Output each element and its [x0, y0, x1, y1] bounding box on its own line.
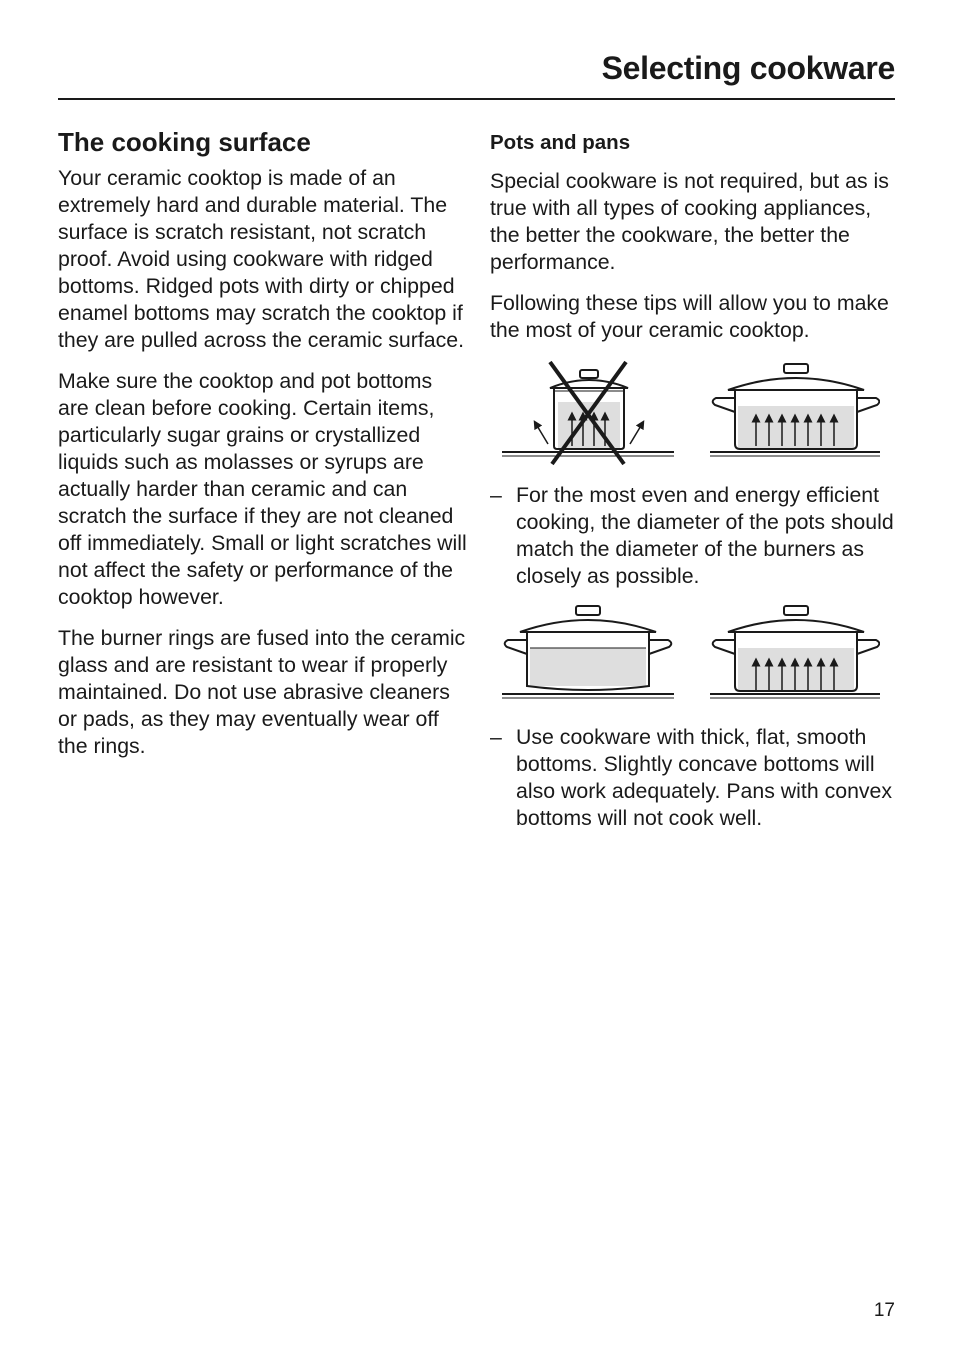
pot-size-illustration	[490, 358, 880, 468]
list-item-text: Use cookware with thick, flat, smooth bottoms. Slightly concave bottoms will also work adequately. Pans with convex bottoms will not cook well.	[516, 725, 893, 830]
page-number: 17	[873, 1300, 895, 1321]
small-pot-on-large-burner-icon	[502, 362, 674, 464]
list-bullet: –	[490, 483, 502, 507]
left-column	[58, 125, 468, 774]
paragraph: Make sure the cooktop and pot bottoms are clean before cooking. Certain items, particularly sugar grains or crystallized liquids such as molasses or syrups are actually harder than ceramic and can scratch the surface if they are not cleaned off immediately. Small or light scratches will not affect the safety or performance of the cooktop however.	[58, 369, 467, 609]
page-header-title: Selecting cookware	[601, 50, 895, 86]
pot-bottom-illustration	[490, 604, 880, 710]
flat-bottom-pot-icon	[710, 606, 880, 698]
paragraph: Special cookware is not required, but as is true with all types of cooking appliances, the better the cookware, the better the performance.	[490, 169, 889, 274]
convex-bottom-pot-icon	[502, 606, 674, 698]
paragraph: Following these tips will allow you to make the most of your ceramic cooktop.	[490, 291, 889, 342]
list-bullet: –	[490, 725, 502, 749]
paragraph: Your ceramic cooktop is made of an extremely hard and durable material. The surface is scratch resistant, not scratch proof. Avoid using cookware with ridged bottoms. Ridged pots with dirty or chipped enamel bottoms may scratch the cooktop if they are pulled across the ceramic surface.	[58, 166, 465, 352]
list-item-text: For the most even and energy efficient cooking, the diameter of the pots should match the diameter of the burners as closely as possible.	[516, 483, 894, 588]
paragraph: The burner rings are fused into the ceramic glass and are resistant to wear if properly maintained. Do not use abrasive cleaners or pads, as they may eventually wear off the rings.	[58, 626, 466, 758]
matching-pot-on-burner-icon	[710, 364, 880, 456]
list-item	[490, 482, 900, 590]
header-divider	[58, 98, 895, 100]
list-item	[490, 724, 900, 832]
subsection-title: Pots and pans	[490, 131, 631, 154]
right-column	[490, 125, 900, 846]
section-title: The cooking surface	[58, 127, 311, 157]
